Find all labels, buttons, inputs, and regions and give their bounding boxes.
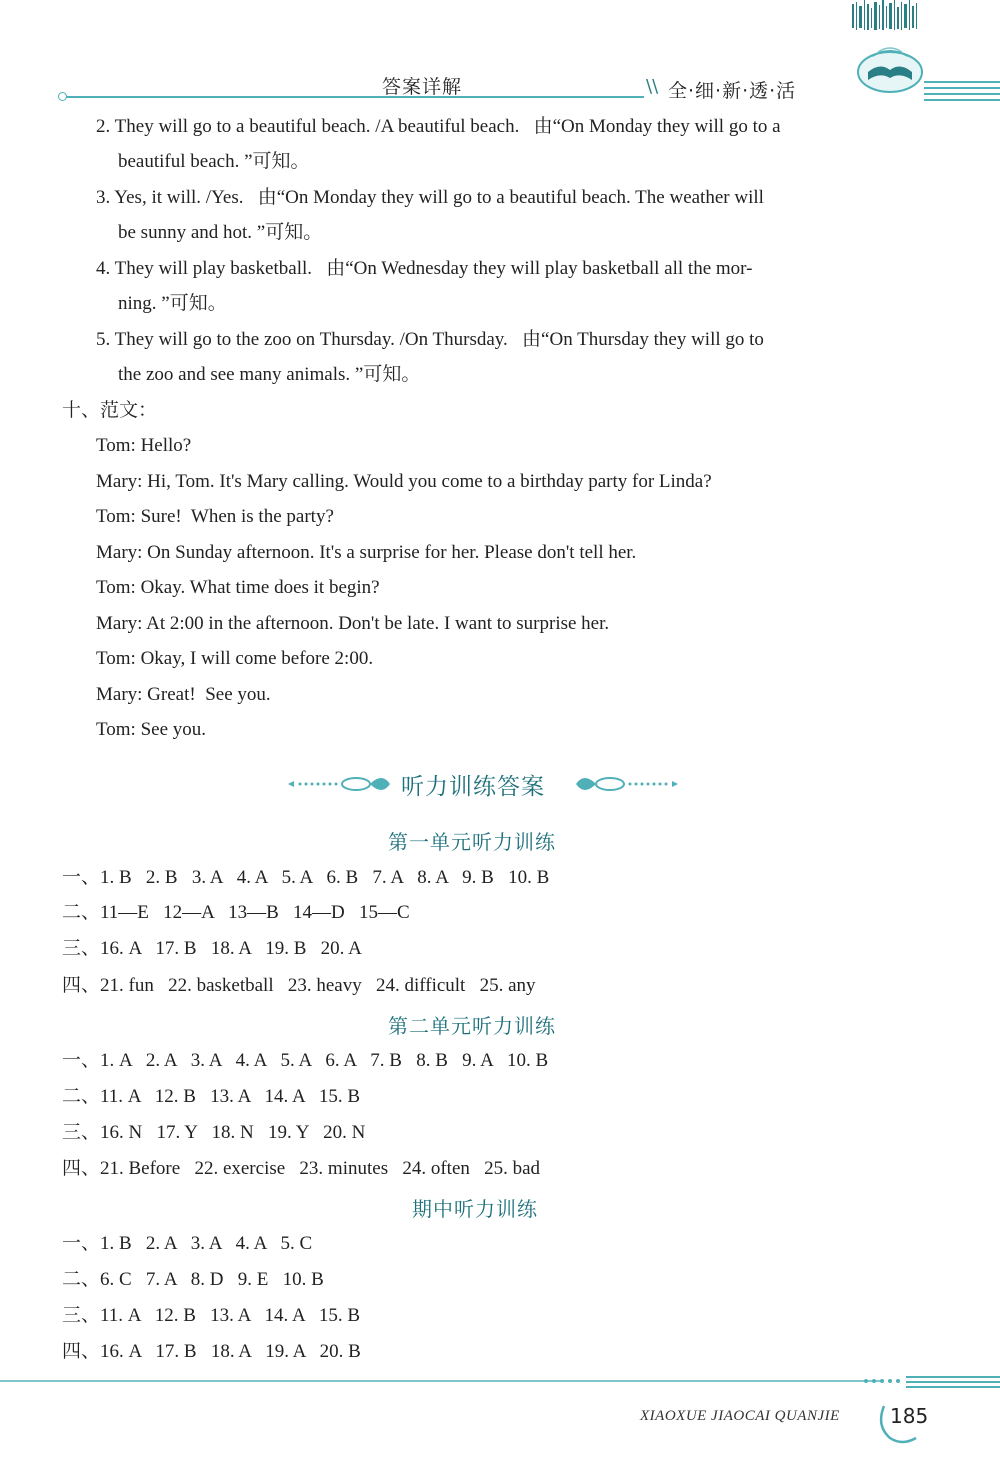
answer-line-3a: 3. Yes, it will. /Yes. 由“On Monday they will go to a beautiful beach. The weather will — [96, 187, 764, 208]
section-title: 第一单元听力训练 — [388, 830, 556, 854]
dialogue-line: Tom: Okay, I will come before 2:00. — [96, 648, 374, 669]
answer-row: 二、11—E 12—A 13—B 14—D 15—C — [62, 902, 410, 923]
listening-answers-title: 听力训练答案 — [401, 774, 545, 800]
answer-row: 四、16. A 17. B 18. A 19. A 20. B — [62, 1341, 361, 1362]
answer-line-3b: be sunny and hot. ”可知。 — [118, 222, 323, 243]
answer-line-5a: 5. They will go to the zoo on Thursday. /On Thursday. 由“On Thursday they will go to — [96, 329, 764, 350]
answer-row: 三、16. N 17. Y 18. N 19. Y 20. N — [62, 1122, 366, 1143]
dialogue-line: Mary: Hi, Tom. It's Mary calling. Would you come to a birthday party for Linda? — [96, 471, 712, 492]
answer-row: 四、21. fun 22. basketball 23. heavy 24. difficult 25. any — [62, 975, 536, 996]
section-title: 期中听力训练 — [412, 1197, 538, 1221]
answer-row: 三、11. A 12. B 13. A 14. A 15. B — [62, 1305, 361, 1326]
page-number: 185 — [890, 1404, 929, 1428]
answer-line-4b: ning. ”可知。 — [118, 293, 227, 314]
dialogue-line: Tom: Sure! When is the party? — [96, 506, 334, 527]
header-separator-icon: \\ — [646, 76, 659, 97]
answer-line-5b: the zoo and see many animals. ”可知。 — [118, 364, 421, 385]
dialogue-line: Tom: See you. — [96, 719, 207, 740]
dialogue-line: Mary: Great! See you. — [96, 684, 271, 705]
footer-dots-decoration — [860, 1374, 1000, 1388]
barcode-decoration — [852, 0, 922, 32]
footer-series-name: XIAOXUE JIAOCAI QUANJIE — [640, 1408, 840, 1424]
answer-line-2b: beautiful beach. ”可知。 — [118, 151, 310, 172]
answer-row: 一、1. B 2. A 3. A 4. A 5. C — [62, 1233, 313, 1254]
header-motto: 全·细·新·透·活 — [668, 80, 797, 102]
essay-heading: 十、范文： — [62, 400, 158, 421]
answer-row: 二、11. A 12. B 13. A 14. A 15. B — [62, 1086, 361, 1107]
answer-line-2a: 2. They will go to a beautiful beach. /A beautiful beach. 由“On Monday they will go to a — [96, 116, 781, 137]
answer-row: 一、1. A 2. A 3. A 4. A 5. A 6. A 7. B 8. B 9. A 10. B — [62, 1050, 549, 1071]
answer-row: 一、1. B 2. B 3. A 4. A 5. A 6. B 7. A 8. A 9. B 10. B — [62, 867, 550, 888]
header-stripes-decoration — [924, 78, 1000, 104]
dialogue-line: Mary: On Sunday afternoon. It's a surprise for her. Please don't tell her. — [96, 542, 637, 563]
header-rule-dot — [58, 92, 67, 101]
answer-row: 四、21. Before 22. exercise 23. minutes 24. often 25. bad — [62, 1158, 541, 1179]
dialogue-line: Tom: Hello? — [96, 435, 192, 456]
section-title: 第二单元听力训练 — [388, 1014, 556, 1038]
page-header — [0, 0, 1000, 110]
footer-rule — [0, 1380, 880, 1382]
header-title: 答案详解 — [382, 76, 463, 98]
dialogue-line: Tom: Okay. What time does it begin? — [96, 577, 380, 598]
answer-row: 三、16. A 17. B 18. A 19. B 20. A — [62, 938, 362, 959]
answer-row: 二、6. C 7. A 8. D 9. E 10. B — [62, 1269, 324, 1290]
answer-line-4a: 4. They will play basketball. 由“On Wednesday they will play basketball all the mor- — [96, 258, 753, 279]
header-rule — [62, 96, 644, 98]
dialogue-line: Mary: At 2:00 in the afternoon. Don't be late. I want to surprise her. — [96, 613, 610, 634]
book-logo-icon — [850, 42, 930, 96]
